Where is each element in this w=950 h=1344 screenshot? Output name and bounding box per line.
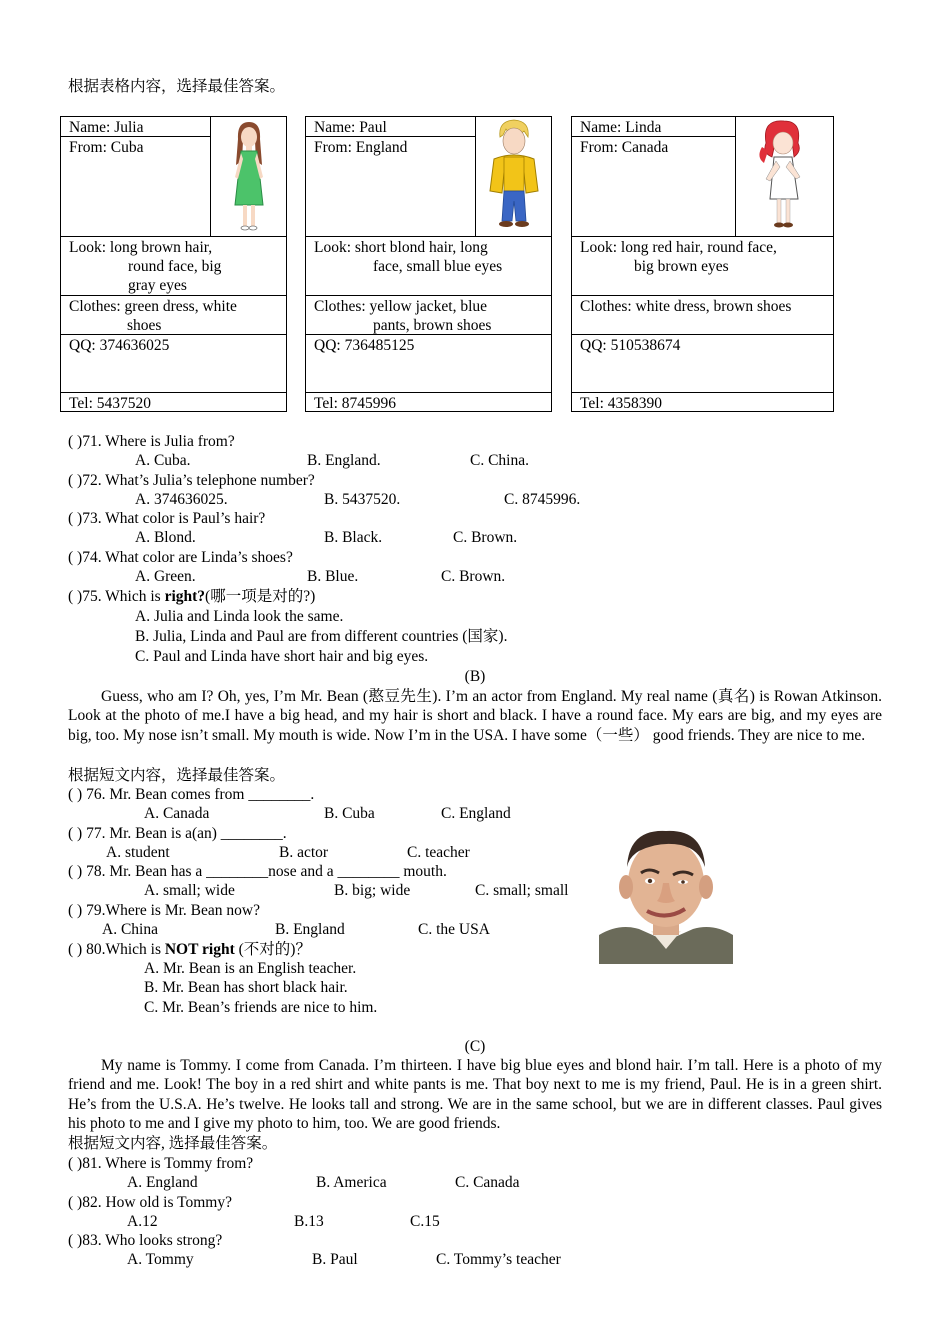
paul-clothes-2: pants, brown shoes xyxy=(373,317,492,334)
question-78-stem: ( ) 78. Mr. Bean has a ________nose and a ________ mouth. xyxy=(68,863,447,880)
card-divider xyxy=(306,295,551,296)
question-74-option-c[interactable]: C. Brown. xyxy=(441,568,506,585)
card-divider xyxy=(61,236,286,237)
question-76-option-b[interactable]: B. Cuba xyxy=(324,805,375,822)
card-divider xyxy=(61,295,286,296)
question-80-prefix: ( ) 80.Which is xyxy=(68,941,165,958)
mr-bean-photo-icon xyxy=(599,823,733,964)
question-75-stem xyxy=(68,587,315,606)
question-75-option-c[interactable]: C. Paul and Linda have short hair and big eyes. xyxy=(135,648,429,665)
question-79-option-b[interactable]: B. England xyxy=(275,921,345,938)
linda-look-2: big brown eyes xyxy=(634,258,729,275)
question-73-stem: ( )73. What color is Paul’s hair? xyxy=(68,510,266,527)
question-82-option-b[interactable]: B.13 xyxy=(294,1213,324,1230)
question-83-option-b[interactable]: B. Paul xyxy=(312,1251,358,1268)
linda-picture-frame xyxy=(735,117,833,236)
question-75-suffix: (哪一项是对的?) xyxy=(205,588,316,605)
julia-tel: Tel: 5437520 xyxy=(69,395,152,412)
paul-clothes-1: Clothes: yellow jacket, blue xyxy=(314,298,488,315)
question-75-option-b[interactable]: B. Julia, Linda and Paul are from different countries (国家). xyxy=(135,628,508,645)
linda-look-1: Look: long red hair, round face, xyxy=(580,239,777,256)
card-julia xyxy=(60,116,287,412)
question-71-option-a[interactable]: A. Cuba. xyxy=(135,452,191,469)
paul-from: From: England xyxy=(314,139,408,156)
question-79-option-c[interactable]: C. the USA xyxy=(418,921,490,938)
question-72-option-c[interactable]: C. 8745996. xyxy=(504,491,581,508)
question-77-option-c[interactable]: C. teacher xyxy=(407,844,470,861)
question-72-stem: ( )72. What’s Julia’s telephone number? xyxy=(68,472,315,489)
section-b-instruction: 根据短文内容，选择最佳答案。 xyxy=(68,767,286,784)
question-80-stem xyxy=(68,940,311,959)
linda-from: From: Canada xyxy=(580,139,669,156)
question-73-option-a[interactable]: A. Blond. xyxy=(135,529,196,546)
section-c-instruction: 根据短文内容, 选择最佳答案。 xyxy=(68,1135,278,1152)
paul-tel: Tel: 8745996 xyxy=(314,395,397,412)
julia-name: Name: Julia xyxy=(69,119,144,136)
question-71-stem: ( )71. Where is Julia from? xyxy=(68,433,235,450)
question-78-option-a[interactable]: A. small; wide xyxy=(144,882,235,899)
question-81-option-b[interactable]: B. America xyxy=(316,1174,387,1191)
card-divider xyxy=(572,392,833,393)
question-82-option-a[interactable]: A.12 xyxy=(127,1213,158,1230)
paul-picture-frame xyxy=(475,117,551,236)
julia-look-1: Look: long brown hair, xyxy=(69,239,213,256)
question-83-option-a[interactable]: A. Tommy xyxy=(127,1251,194,1268)
question-76-stem: ( ) 76. Mr. Bean comes from ________. xyxy=(68,786,315,803)
question-77-option-a[interactable]: A. student xyxy=(106,844,170,861)
section-b-passage: Guess, who am I? Oh, yes, I’m Mr. Bean (憨豆先生). I’m an actor from England. My real name (真名) is Rowan Atkinson. Look at the photo of me.I have a big head, and my hair is short and black. I have a round face. My ears are big, and my eyes are big, too. My nose isn’t small. My mouth is wide. Now I’m in the USA. I have some（一些） good friends. They are nice to me. xyxy=(68,688,882,744)
julia-figure-icon xyxy=(211,117,285,235)
card-divider xyxy=(306,236,551,237)
question-77-option-b[interactable]: B. actor xyxy=(279,844,329,861)
question-74-option-b[interactable]: B. Blue. xyxy=(307,568,359,585)
linda-tel: Tel: 4358390 xyxy=(580,395,663,412)
question-83-stem: ( )83. Who looks strong? xyxy=(68,1232,223,1249)
question-79-option-a[interactable]: A. China xyxy=(102,921,158,938)
card-divider xyxy=(306,136,476,137)
question-75-keyword: right? xyxy=(164,588,206,605)
question-71-option-c[interactable]: C. China. xyxy=(470,452,529,469)
card-divider xyxy=(61,136,211,137)
question-80-suffix: (不对的)？ xyxy=(234,941,311,958)
question-77-stem: ( ) 77. Mr. Bean is a(an) ________. xyxy=(68,825,287,842)
linda-name: Name: Linda xyxy=(580,119,662,136)
question-74-stem: ( )74. What color are Linda’s shoes? xyxy=(68,549,293,566)
question-72-option-a[interactable]: A. 374636025. xyxy=(135,491,228,508)
julia-from: From: Cuba xyxy=(69,139,144,156)
paul-name: Name: Paul xyxy=(314,119,387,136)
question-80-option-c[interactable]: C. Mr. Bean’s friends are nice to him. xyxy=(144,999,378,1016)
paul-qq: QQ: 736485125 xyxy=(314,337,415,354)
section-b-heading: (B) xyxy=(464,668,486,685)
section-c-passage: My name is Tommy. I come from Canada. I’m thirteen. I have big blue eyes and blond hair. I’m tall. Here is a photo of my friend and me. Look! The boy in a red shirt and white pants is me. That boy next to me is my friend, Paul. He is in a green shirt. He’s from the U.S.A. He’s twelve. He looks tall and strong. We are in the same school, but we are in different classes. Paul gives his photo to me and I give my photo to him, too. We are good friends. xyxy=(68,1057,882,1133)
instruction-a: 根据表格内容，选择最佳答案。 xyxy=(68,78,286,95)
question-78-option-c[interactable]: C. small; small xyxy=(475,882,569,899)
paul-figure-icon xyxy=(476,117,550,235)
paul-look-1: Look: short blond hair, long xyxy=(314,239,488,256)
card-linda xyxy=(571,116,834,412)
julia-clothes-2: shoes xyxy=(127,317,162,334)
julia-qq: QQ: 374636025 xyxy=(69,337,170,354)
question-73-option-c[interactable]: C. Brown. xyxy=(453,529,518,546)
card-divider xyxy=(572,236,833,237)
question-80-option-b[interactable]: B. Mr. Bean has short black hair. xyxy=(144,979,348,996)
card-divider xyxy=(572,334,833,335)
julia-look-3: gray eyes xyxy=(128,277,187,294)
card-divider xyxy=(572,295,833,296)
question-81-option-a[interactable]: A. England xyxy=(127,1174,198,1191)
question-80-keyword: NOT right xyxy=(164,941,235,958)
linda-figure-icon xyxy=(736,117,832,235)
julia-picture-frame xyxy=(210,117,286,236)
card-divider xyxy=(61,334,286,335)
question-76-option-a[interactable]: A. Canada xyxy=(144,805,210,822)
question-78-option-b[interactable]: B. big; wide xyxy=(334,882,411,899)
card-divider xyxy=(306,334,551,335)
question-83-option-c[interactable]: C. Tommy’s teacher xyxy=(436,1251,561,1268)
linda-clothes-1: Clothes: white dress, brown shoes xyxy=(580,298,792,315)
card-divider xyxy=(572,136,736,137)
question-74-option-a[interactable]: A. Green. xyxy=(135,568,196,585)
question-73-option-b[interactable]: B. Black. xyxy=(324,529,383,546)
julia-look-2: round face, big xyxy=(128,258,222,275)
card-divider xyxy=(61,392,286,393)
paul-look-2: face, small blue eyes xyxy=(373,258,503,275)
julia-clothes-1: Clothes: green dress, white xyxy=(69,298,237,315)
mr-bean-photo xyxy=(599,823,733,964)
question-81-stem: ( )81. Where is Tommy from? xyxy=(68,1155,254,1172)
question-75-prefix: ( )75. Which is xyxy=(68,588,165,605)
card-divider xyxy=(306,392,551,393)
question-72-option-b[interactable]: B. 5437520. xyxy=(324,491,401,508)
question-81-option-c[interactable]: C. Canada xyxy=(455,1174,520,1191)
question-75-option-a[interactable]: A. Julia and Linda look the same. xyxy=(135,608,344,625)
card-paul xyxy=(305,116,552,412)
linda-qq: QQ: 510538674 xyxy=(580,337,681,354)
question-82-stem: ( )82. How old is Tommy? xyxy=(68,1194,232,1211)
section-c-heading: (C) xyxy=(464,1038,486,1055)
question-79-stem: ( ) 79.Where is Mr. Bean now? xyxy=(68,902,260,919)
question-76-option-c[interactable]: C. England xyxy=(441,805,511,822)
question-82-option-c[interactable]: C.15 xyxy=(410,1213,440,1230)
question-71-option-b[interactable]: B. England. xyxy=(307,452,381,469)
question-80-option-a[interactable]: A. Mr. Bean is an English teacher. xyxy=(144,960,357,977)
